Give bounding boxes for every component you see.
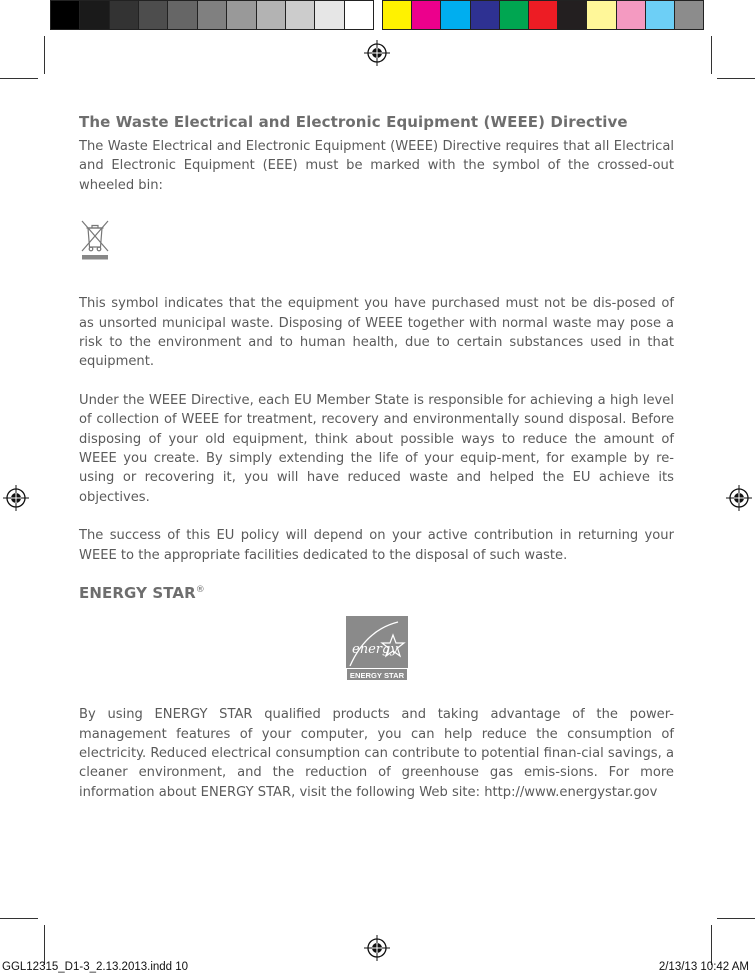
energy-star-logo xyxy=(346,616,408,681)
energy-star-paragraph: By using ENERGY STAR qualified products and taking advantage of the power-management features of your computer, you can help reduce the consumption of electricity. Reduced electrical consumption can contribute to potential finan-cial savings, a cleaner environment, and the reduction of greenhouse gas emis-sions. For more information about ENERGY STAR, visit the following Web site: http://www.energystar.gov xyxy=(79,707,674,800)
gray-swatch xyxy=(286,1,315,29)
page-content xyxy=(79,113,674,802)
date-slug: 2/13/13 10:42 AM xyxy=(658,961,749,973)
registration-mark-icon xyxy=(364,935,390,961)
gray-swatch xyxy=(345,1,373,29)
color-swatch xyxy=(558,1,587,29)
color-swatch xyxy=(646,1,675,29)
energy-star-logo-label: ENERGY STAR xyxy=(349,671,404,681)
crop-mark xyxy=(0,78,38,79)
crop-mark xyxy=(717,918,755,919)
color-swatch xyxy=(675,1,703,29)
gray-swatch xyxy=(110,1,139,29)
gray-swatch xyxy=(139,1,168,29)
energy-star-logo-script: energy xyxy=(351,642,398,658)
crossed-out-wheeled-bin-icon xyxy=(80,219,110,260)
color-swatch xyxy=(471,1,500,29)
weee-heading: The Waste Electrical and Electronic Equipment (WEEE) Directive xyxy=(79,113,628,131)
weee-paragraph: The success of this EU policy will depend on your active contribution in returning your WEEE to the appropriate facilities dedicated to the disposal of such waste. xyxy=(79,528,674,563)
color-swatch xyxy=(500,1,529,29)
gray-swatch xyxy=(51,1,80,29)
registration-mark-icon xyxy=(726,485,752,511)
file-slug: GGL12315_D1-3_2.13.2013.indd 10 xyxy=(2,961,189,973)
weee-intro: The Waste Electrical and Electronic Equipment (WEEE) Directive requires that all Electrical and Electronic Equipment (EEE) must be marked with the symbol of the crossed-out wheeled bin: xyxy=(79,139,674,193)
energy-star-heading xyxy=(79,584,674,602)
crop-mark xyxy=(44,925,45,965)
registration-mark-icon xyxy=(3,485,29,511)
crop-mark xyxy=(711,925,712,965)
color-bar xyxy=(382,0,704,30)
gray-swatch xyxy=(227,1,256,29)
crop-mark xyxy=(44,36,45,74)
weee-paragraph: Under the WEEE Directive, each EU Member State is responsible for achieving a high level of collection of WEEE for treatment, recovery and environmentally sound disposal. Before disposing of your old equipment, think about possible ways to reduce the amount of WEEE you create. By simply extending the life of your equip-ment, for example by re-using or recovering it, you will have reduced waste and helped the EU achieve its objectives. xyxy=(79,392,674,505)
crop-mark xyxy=(0,918,38,919)
crop-mark xyxy=(711,36,712,74)
grayscale-bar xyxy=(50,0,374,30)
energy-star-heading-text: ENERGY STAR xyxy=(79,584,196,603)
color-swatch xyxy=(441,1,470,29)
gray-swatch xyxy=(315,1,344,29)
color-swatch xyxy=(587,1,616,29)
crop-mark xyxy=(717,78,755,79)
color-swatch xyxy=(529,1,558,29)
gray-swatch xyxy=(168,1,197,29)
color-swatch xyxy=(412,1,441,29)
gray-swatch xyxy=(80,1,109,29)
color-swatch xyxy=(383,1,412,29)
gray-swatch xyxy=(257,1,286,29)
weee-paragraph: This symbol indicates that the equipment you have purchased must not be dis-posed of as unsorted municipal waste. Disposing of WEEE together with normal waste may pose a risk to the environment and to human health, due to certain substances used in that equipment. xyxy=(79,296,674,370)
gray-swatch xyxy=(198,1,227,29)
registered-mark: ® xyxy=(195,585,205,596)
registration-mark-icon xyxy=(364,40,390,66)
color-swatch xyxy=(617,1,646,29)
